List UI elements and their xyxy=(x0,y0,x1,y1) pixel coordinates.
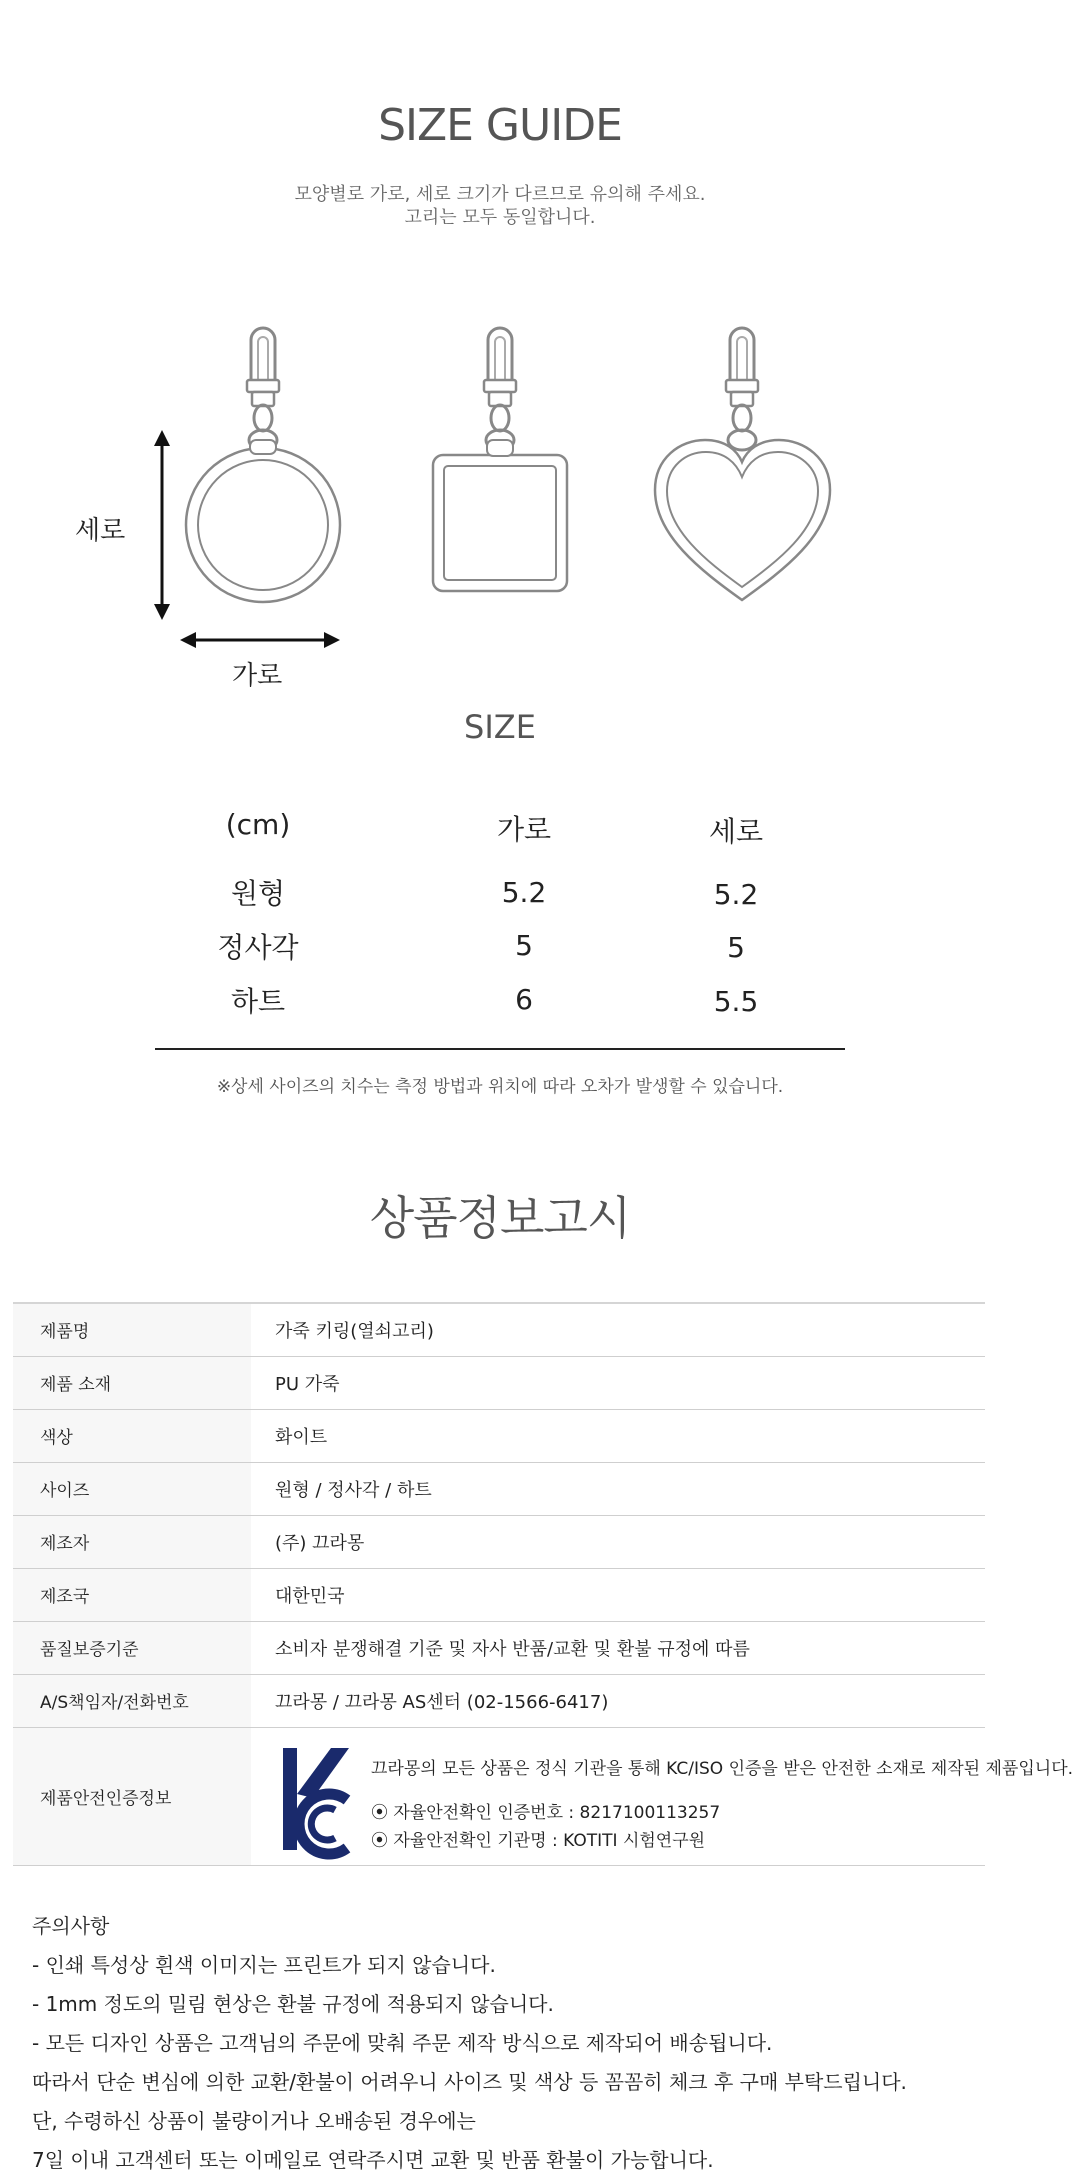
size-guide-title: SIZE GUIDE xyxy=(378,100,622,151)
info-label: 품질보증기준 xyxy=(13,1621,251,1674)
guide-subtitle-1: 모양별로 가로, 세로 크기가 다르므로 유의해 주세요. xyxy=(294,184,706,205)
info-label: 사이즈 xyxy=(13,1462,251,1515)
info-value: PU 가죽 xyxy=(251,1356,985,1409)
size-row-width: 5.2 xyxy=(501,876,547,909)
table-row xyxy=(13,1621,985,1674)
info-value: 대한민국 xyxy=(251,1568,985,1621)
caution-line: 따라서 단순 변심에 의한 교환/환불이 어려우니 사이즈 및 색상 등 꼼꼼히 체크 후 구매 부탁드립니다. xyxy=(32,2070,907,2094)
size-row-height: 5 xyxy=(727,931,745,964)
size-row-height: 5.2 xyxy=(713,878,759,911)
caution-line: 단, 수령하신 상품이 불량이거나 오배송된 경우에는 xyxy=(32,2109,476,2133)
info-label: 제품 소재 xyxy=(13,1356,251,1409)
info-value: (주) 끄라몽 xyxy=(251,1515,985,1568)
horizontal-label: 가로 xyxy=(232,661,283,691)
product-info-table xyxy=(13,1302,1073,1866)
size-row-shape: 정사각 xyxy=(217,931,299,964)
kc-text-1: 끄라몽의 모든 상품은 정식 기관을 통해 KC/ISO 인증을 받은 안전한 소재로 제작된 제품입니다. xyxy=(371,1759,1073,1779)
size-note: ※상세 사이즈의 치수는 측정 방법과 위치에 따라 오차가 발생할 수 있습니다. xyxy=(216,1077,784,1097)
kc-mark-icon xyxy=(283,1748,349,1850)
info-label: 제품안전인증정보 xyxy=(13,1727,251,1865)
info-value: 소비자 분쟁해결 기준 및 자사 반품/교환 및 환불 규정에 따름 xyxy=(251,1621,985,1674)
size-row-height: 5.5 xyxy=(713,985,759,1018)
size-row-shape: 하트 xyxy=(230,985,286,1018)
table-row xyxy=(13,1409,985,1462)
vertical-arrow-icon xyxy=(154,430,170,620)
table-row xyxy=(13,1568,985,1621)
info-value: 끄라몽 / 끄라몽 AS센터 (02-1566-6417) xyxy=(251,1674,985,1727)
info-value: 원형 / 정사각 / 하트 xyxy=(251,1462,985,1515)
info-label: 색상 xyxy=(13,1409,251,1462)
table-row xyxy=(13,1515,985,1568)
caution-line: - 1mm 정도의 밀림 현상은 환불 규정에 적용되지 않습니다. xyxy=(32,1992,554,2016)
info-value: 가죽 키링(열쇠고리) xyxy=(251,1303,985,1356)
info-value: 화이트 xyxy=(251,1409,985,1462)
size-header-width: 가로 xyxy=(496,813,552,846)
table-row xyxy=(13,1303,985,1356)
vertical-label: 세로 xyxy=(75,516,126,546)
table-row xyxy=(13,1727,985,1865)
info-label: A/S책임자/전화번호 xyxy=(13,1674,251,1727)
keyring-illustrations xyxy=(0,300,1000,680)
info-label: 제조국 xyxy=(13,1568,251,1621)
caution-line: - 인쇄 특성상 흰색 이미지는 프린트가 되지 않습니다. xyxy=(32,1953,496,1977)
table-row xyxy=(13,1356,985,1409)
circle-keyring-icon xyxy=(186,328,340,602)
size-table-divider xyxy=(155,1048,845,1050)
caution-line: - 모든 디자인 상품은 고객님의 주문에 맞춰 주문 제작 방식으로 제작되어 배송됩니다. xyxy=(32,2031,773,2055)
kc-cert-agency: ⦿ 자율안전확인 기관명 : KOTITI 시험연구원 xyxy=(371,1831,706,1851)
notice-title: 상품정보고시 xyxy=(369,1191,631,1245)
info-label: 제품명 xyxy=(13,1303,251,1356)
kc-cert-number: ⦿ 자율안전확인 인증번호 : 8217100113257 xyxy=(371,1803,721,1823)
size-row-width: 6 xyxy=(515,983,533,1016)
kc-info-cell xyxy=(251,1727,1073,1865)
size-header-height: 세로 xyxy=(708,815,764,848)
table-row xyxy=(13,1674,985,1727)
size-row-shape: 원형 xyxy=(230,877,286,910)
size-header-unit: (cm) xyxy=(225,808,291,841)
table-row xyxy=(13,1462,985,1515)
heart-keyring-icon xyxy=(655,328,830,600)
caution-title: 주의사항 xyxy=(32,1914,110,1938)
size-heading: SIZE xyxy=(464,708,536,746)
size-row-width: 5 xyxy=(515,929,533,962)
caution-line: 7일 이내 고객센터 또는 이메일로 연락주시면 교환 및 반품 환불이 가능합니다. xyxy=(32,2148,714,2172)
horizontal-arrow-icon xyxy=(180,632,340,648)
info-label: 제조자 xyxy=(13,1515,251,1568)
guide-subtitle-2: 고리는 모두 동일합니다. xyxy=(404,207,596,228)
square-keyring-icon xyxy=(433,328,567,591)
